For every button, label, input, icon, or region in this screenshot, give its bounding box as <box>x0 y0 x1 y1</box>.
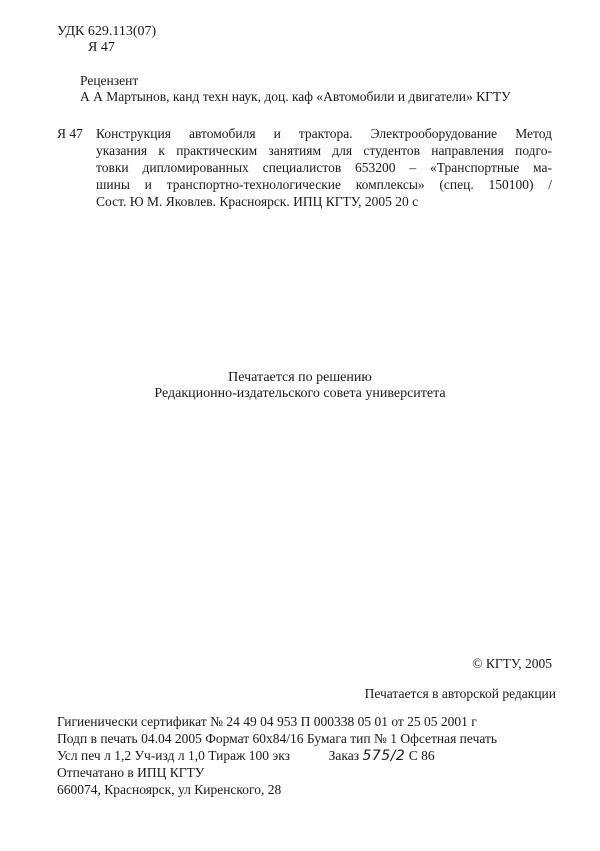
description-line: товки дипломированных специалистов 653200 – «Транспортные ма- <box>96 160 552 175</box>
imprint-certificate: Гигиенически сертификат № 24 49 04 953 П 000338 05 01 от 25 05 2001 г <box>57 714 477 729</box>
bbk-code: Я 47 <box>88 40 115 55</box>
description-line: Сост. Ю М. Яковлев. Красноярск. ИПЦ КГТУ, 2005 20 с <box>96 194 419 209</box>
imprint-print-details: Подп в печать 04.04 2005 Формат 60х84/16 Бумага тип № 1 Офсетная печать <box>57 731 498 746</box>
imprint-address: 660074, Красноярск, ул Киренского, 28 <box>57 782 282 797</box>
copyright-notice: © КГТУ, 2005 <box>472 656 552 671</box>
imprint-volume: Усл печ л 1,2 Уч-изд л 1,0 Тираж 100 экз <box>57 748 290 763</box>
approval-line-1: Печатается по решению <box>228 370 372 385</box>
author-edition-note: Печатается в авторской редакции <box>364 686 556 701</box>
imprint-printed-at: Отпечатано в ИПЦ КГТУ <box>57 765 205 780</box>
approval-line-2: Редакционно-издательского совета университета <box>154 386 446 401</box>
order-code: С 86 <box>408 748 435 763</box>
description-line: указания к практическим занятиям для студентов направления подго- <box>96 143 552 158</box>
description-line: шины и транспортно-технологические комплексы» (спец. 150100) / <box>96 177 552 192</box>
description-code: Я 47 <box>57 126 83 141</box>
udc-code: УДК 629.113(07) <box>57 24 157 39</box>
order-number-handwritten: 575/2 <box>362 748 406 764</box>
reviewer-text: А А Мартынов, канд техн наук, доц. каф «Автомобили и двигатели» КГТУ <box>80 89 511 104</box>
description-line: Конструкция автомобиля и трактора. Электрооборудование Метод <box>96 126 552 141</box>
order-label: Заказ <box>328 748 360 763</box>
reviewer-label: Рецензент <box>80 73 139 88</box>
imprint-volume-line <box>57 748 435 764</box>
